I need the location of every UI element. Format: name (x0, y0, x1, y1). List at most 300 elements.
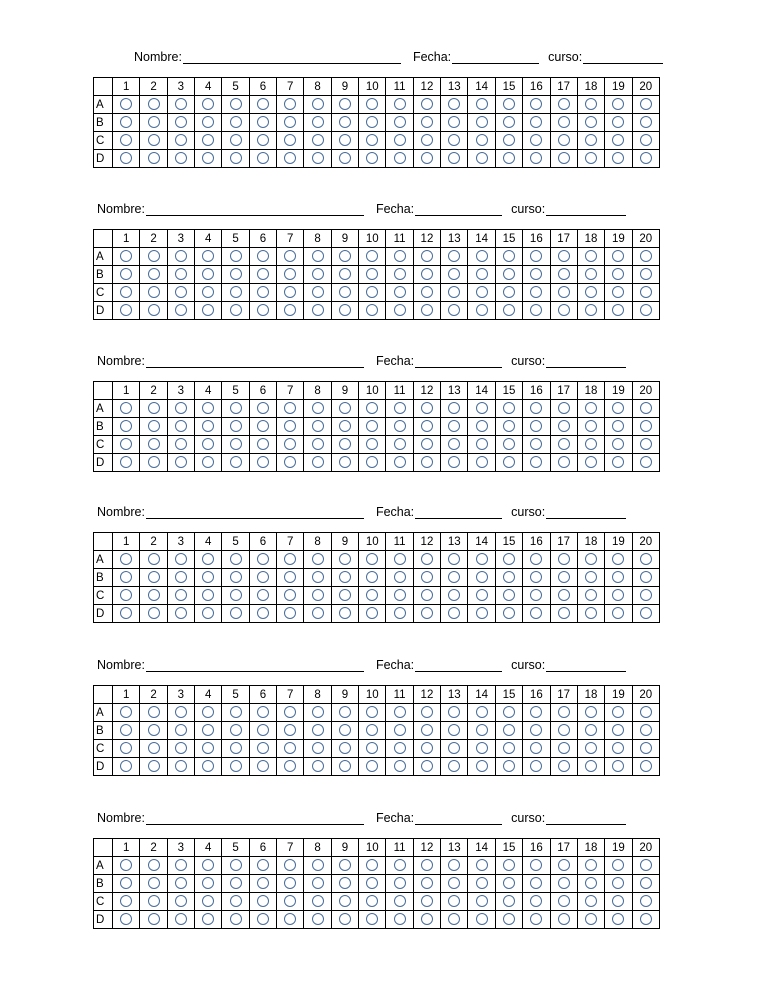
answer-bubble-icon[interactable] (120, 760, 132, 772)
answer-bubble-icon[interactable] (394, 724, 406, 736)
answer-bubble-icon[interactable] (585, 724, 597, 736)
answer-bubble-icon[interactable] (284, 913, 296, 925)
answer-bubble-icon[interactable] (585, 152, 597, 164)
answer-bubble-icon[interactable] (366, 760, 378, 772)
answer-bubble-icon[interactable] (394, 859, 406, 871)
answer-bubble-icon[interactable] (284, 402, 296, 414)
curso-blank[interactable] (546, 506, 626, 519)
answer-bubble-icon[interactable] (175, 420, 187, 432)
answer-bubble-icon[interactable] (640, 706, 652, 718)
answer-bubble-icon[interactable] (120, 895, 132, 907)
answer-bubble-icon[interactable] (120, 724, 132, 736)
answer-bubble-icon[interactable] (284, 420, 296, 432)
answer-bubble-icon[interactable] (284, 134, 296, 146)
nombre-blank[interactable] (146, 812, 364, 825)
answer-bubble-icon[interactable] (284, 268, 296, 280)
answer-bubble-icon[interactable] (120, 152, 132, 164)
answer-bubble-icon[interactable] (284, 859, 296, 871)
answer-bubble-icon[interactable] (448, 553, 460, 565)
answer-bubble-icon[interactable] (503, 116, 515, 128)
answer-bubble-icon[interactable] (175, 760, 187, 772)
answer-bubble-icon[interactable] (585, 116, 597, 128)
answer-bubble-icon[interactable] (503, 571, 515, 583)
answer-bubble-icon[interactable] (476, 706, 488, 718)
answer-bubble-icon[interactable] (503, 760, 515, 772)
answer-bubble-icon[interactable] (476, 438, 488, 450)
answer-bubble-icon[interactable] (612, 742, 624, 754)
answer-bubble-icon[interactable] (612, 571, 624, 583)
answer-bubble-icon[interactable] (421, 286, 433, 298)
answer-bubble-icon[interactable] (284, 152, 296, 164)
answer-bubble-icon[interactable] (312, 304, 324, 316)
answer-bubble-icon[interactable] (530, 589, 542, 601)
answer-bubble-icon[interactable] (448, 304, 460, 316)
answer-bubble-icon[interactable] (640, 895, 652, 907)
answer-bubble-icon[interactable] (366, 553, 378, 565)
answer-bubble-icon[interactable] (312, 760, 324, 772)
answer-bubble-icon[interactable] (503, 742, 515, 754)
answer-bubble-icon[interactable] (148, 724, 160, 736)
answer-bubble-icon[interactable] (394, 402, 406, 414)
answer-bubble-icon[interactable] (339, 116, 351, 128)
answer-bubble-icon[interactable] (148, 152, 160, 164)
answer-bubble-icon[interactable] (230, 877, 242, 889)
answer-bubble-icon[interactable] (257, 877, 269, 889)
answer-bubble-icon[interactable] (120, 268, 132, 280)
answer-bubble-icon[interactable] (503, 877, 515, 889)
answer-bubble-icon[interactable] (640, 607, 652, 619)
answer-bubble-icon[interactable] (421, 134, 433, 146)
answer-bubble-icon[interactable] (148, 706, 160, 718)
answer-bubble-icon[interactable] (366, 402, 378, 414)
answer-bubble-icon[interactable] (202, 402, 214, 414)
answer-bubble-icon[interactable] (339, 456, 351, 468)
answer-bubble-icon[interactable] (585, 913, 597, 925)
answer-bubble-icon[interactable] (421, 250, 433, 262)
answer-bubble-icon[interactable] (284, 571, 296, 583)
answer-bubble-icon[interactable] (284, 304, 296, 316)
answer-bubble-icon[interactable] (284, 553, 296, 565)
answer-bubble-icon[interactable] (230, 895, 242, 907)
answer-bubble-icon[interactable] (530, 607, 542, 619)
answer-bubble-icon[interactable] (366, 877, 378, 889)
answer-bubble-icon[interactable] (503, 589, 515, 601)
answer-bubble-icon[interactable] (120, 304, 132, 316)
answer-bubble-icon[interactable] (230, 402, 242, 414)
answer-bubble-icon[interactable] (394, 304, 406, 316)
answer-bubble-icon[interactable] (366, 589, 378, 601)
answer-bubble-icon[interactable] (175, 913, 187, 925)
answer-bubble-icon[interactable] (230, 134, 242, 146)
answer-bubble-icon[interactable] (148, 553, 160, 565)
answer-bubble-icon[interactable] (640, 553, 652, 565)
answer-bubble-icon[interactable] (175, 456, 187, 468)
answer-bubble-icon[interactable] (585, 571, 597, 583)
answer-bubble-icon[interactable] (284, 250, 296, 262)
answer-bubble-icon[interactable] (612, 250, 624, 262)
answer-bubble-icon[interactable] (503, 420, 515, 432)
answer-bubble-icon[interactable] (530, 116, 542, 128)
answer-bubble-icon[interactable] (530, 134, 542, 146)
answer-bubble-icon[interactable] (148, 116, 160, 128)
answer-bubble-icon[interactable] (257, 250, 269, 262)
answer-bubble-icon[interactable] (585, 742, 597, 754)
answer-bubble-icon[interactable] (558, 706, 570, 718)
answer-bubble-icon[interactable] (612, 706, 624, 718)
answer-bubble-icon[interactable] (394, 877, 406, 889)
answer-bubble-icon[interactable] (421, 877, 433, 889)
answer-bubble-icon[interactable] (120, 553, 132, 565)
answer-bubble-icon[interactable] (339, 706, 351, 718)
answer-bubble-icon[interactable] (476, 134, 488, 146)
answer-bubble-icon[interactable] (175, 589, 187, 601)
answer-bubble-icon[interactable] (148, 286, 160, 298)
answer-bubble-icon[interactable] (448, 98, 460, 110)
answer-bubble-icon[interactable] (421, 116, 433, 128)
answer-bubble-icon[interactable] (640, 571, 652, 583)
answer-bubble-icon[interactable] (640, 98, 652, 110)
answer-bubble-icon[interactable] (558, 98, 570, 110)
answer-bubble-icon[interactable] (448, 152, 460, 164)
answer-bubble-icon[interactable] (312, 438, 324, 450)
answer-bubble-icon[interactable] (585, 760, 597, 772)
answer-bubble-icon[interactable] (476, 116, 488, 128)
answer-bubble-icon[interactable] (448, 250, 460, 262)
answer-bubble-icon[interactable] (448, 402, 460, 414)
answer-bubble-icon[interactable] (585, 553, 597, 565)
answer-bubble-icon[interactable] (202, 420, 214, 432)
answer-bubble-icon[interactable] (585, 402, 597, 414)
answer-bubble-icon[interactable] (585, 438, 597, 450)
answer-bubble-icon[interactable] (585, 706, 597, 718)
answer-bubble-icon[interactable] (612, 438, 624, 450)
answer-bubble-icon[interactable] (503, 134, 515, 146)
answer-bubble-icon[interactable] (558, 134, 570, 146)
answer-bubble-icon[interactable] (558, 438, 570, 450)
answer-bubble-icon[interactable] (421, 304, 433, 316)
fecha-blank[interactable] (415, 203, 502, 216)
answer-bubble-icon[interactable] (503, 859, 515, 871)
answer-bubble-icon[interactable] (284, 607, 296, 619)
answer-bubble-icon[interactable] (120, 859, 132, 871)
answer-bubble-icon[interactable] (148, 438, 160, 450)
answer-bubble-icon[interactable] (312, 859, 324, 871)
answer-bubble-icon[interactable] (175, 152, 187, 164)
answer-bubble-icon[interactable] (230, 760, 242, 772)
answer-bubble-icon[interactable] (120, 706, 132, 718)
answer-bubble-icon[interactable] (175, 607, 187, 619)
answer-bubble-icon[interactable] (640, 877, 652, 889)
answer-bubble-icon[interactable] (640, 913, 652, 925)
answer-bubble-icon[interactable] (230, 456, 242, 468)
answer-bubble-icon[interactable] (394, 250, 406, 262)
answer-bubble-icon[interactable] (421, 571, 433, 583)
answer-bubble-icon[interactable] (530, 250, 542, 262)
answer-bubble-icon[interactable] (530, 724, 542, 736)
nombre-blank[interactable] (146, 659, 364, 672)
answer-bubble-icon[interactable] (366, 706, 378, 718)
answer-bubble-icon[interactable] (120, 877, 132, 889)
curso-blank[interactable] (583, 51, 663, 64)
answer-bubble-icon[interactable] (476, 250, 488, 262)
answer-bubble-icon[interactable] (476, 98, 488, 110)
answer-bubble-icon[interactable] (585, 895, 597, 907)
answer-bubble-icon[interactable] (503, 98, 515, 110)
answer-bubble-icon[interactable] (312, 913, 324, 925)
answer-bubble-icon[interactable] (257, 456, 269, 468)
answer-bubble-icon[interactable] (448, 724, 460, 736)
answer-bubble-icon[interactable] (202, 760, 214, 772)
answer-bubble-icon[interactable] (202, 706, 214, 718)
answer-bubble-icon[interactable] (257, 553, 269, 565)
answer-bubble-icon[interactable] (339, 607, 351, 619)
answer-bubble-icon[interactable] (312, 607, 324, 619)
answer-bubble-icon[interactable] (558, 420, 570, 432)
answer-bubble-icon[interactable] (148, 304, 160, 316)
answer-bubble-icon[interactable] (120, 134, 132, 146)
answer-bubble-icon[interactable] (530, 706, 542, 718)
answer-bubble-icon[interactable] (394, 913, 406, 925)
answer-bubble-icon[interactable] (585, 877, 597, 889)
answer-bubble-icon[interactable] (312, 571, 324, 583)
answer-bubble-icon[interactable] (503, 456, 515, 468)
answer-bubble-icon[interactable] (312, 268, 324, 280)
answer-bubble-icon[interactable] (640, 152, 652, 164)
answer-bubble-icon[interactable] (120, 402, 132, 414)
answer-bubble-icon[interactable] (558, 268, 570, 280)
answer-bubble-icon[interactable] (230, 913, 242, 925)
answer-bubble-icon[interactable] (640, 402, 652, 414)
answer-bubble-icon[interactable] (257, 134, 269, 146)
answer-bubble-icon[interactable] (366, 134, 378, 146)
answer-bubble-icon[interactable] (421, 553, 433, 565)
answer-bubble-icon[interactable] (230, 268, 242, 280)
answer-bubble-icon[interactable] (230, 98, 242, 110)
answer-bubble-icon[interactable] (530, 456, 542, 468)
answer-bubble-icon[interactable] (448, 286, 460, 298)
answer-bubble-icon[interactable] (148, 268, 160, 280)
answer-bubble-icon[interactable] (312, 742, 324, 754)
answer-bubble-icon[interactable] (120, 286, 132, 298)
answer-bubble-icon[interactable] (120, 438, 132, 450)
answer-bubble-icon[interactable] (175, 877, 187, 889)
answer-bubble-icon[interactable] (202, 589, 214, 601)
nombre-blank[interactable] (146, 506, 364, 519)
answer-bubble-icon[interactable] (448, 456, 460, 468)
answer-bubble-icon[interactable] (558, 571, 570, 583)
answer-bubble-icon[interactable] (202, 286, 214, 298)
answer-bubble-icon[interactable] (202, 438, 214, 450)
answer-bubble-icon[interactable] (175, 250, 187, 262)
answer-bubble-icon[interactable] (421, 724, 433, 736)
answer-bubble-icon[interactable] (640, 304, 652, 316)
answer-bubble-icon[interactable] (421, 607, 433, 619)
answer-bubble-icon[interactable] (257, 304, 269, 316)
answer-bubble-icon[interactable] (585, 286, 597, 298)
answer-bubble-icon[interactable] (612, 895, 624, 907)
answer-bubble-icon[interactable] (257, 724, 269, 736)
answer-bubble-icon[interactable] (421, 438, 433, 450)
answer-bubble-icon[interactable] (476, 724, 488, 736)
answer-bubble-icon[interactable] (366, 859, 378, 871)
answer-bubble-icon[interactable] (312, 724, 324, 736)
answer-bubble-icon[interactable] (394, 438, 406, 450)
answer-bubble-icon[interactable] (230, 420, 242, 432)
answer-bubble-icon[interactable] (312, 116, 324, 128)
answer-bubble-icon[interactable] (339, 760, 351, 772)
answer-bubble-icon[interactable] (120, 571, 132, 583)
answer-bubble-icon[interactable] (612, 420, 624, 432)
answer-bubble-icon[interactable] (202, 607, 214, 619)
answer-bubble-icon[interactable] (585, 607, 597, 619)
answer-bubble-icon[interactable] (175, 98, 187, 110)
answer-bubble-icon[interactable] (476, 456, 488, 468)
answer-bubble-icon[interactable] (175, 116, 187, 128)
answer-bubble-icon[interactable] (366, 742, 378, 754)
answer-bubble-icon[interactable] (284, 589, 296, 601)
answer-bubble-icon[interactable] (339, 420, 351, 432)
answer-bubble-icon[interactable] (476, 304, 488, 316)
answer-bubble-icon[interactable] (202, 456, 214, 468)
curso-blank[interactable] (546, 203, 626, 216)
answer-bubble-icon[interactable] (612, 304, 624, 316)
answer-bubble-icon[interactable] (530, 877, 542, 889)
answer-bubble-icon[interactable] (257, 438, 269, 450)
answer-bubble-icon[interactable] (284, 98, 296, 110)
answer-bubble-icon[interactable] (339, 742, 351, 754)
answer-bubble-icon[interactable] (421, 913, 433, 925)
answer-bubble-icon[interactable] (421, 402, 433, 414)
answer-bubble-icon[interactable] (476, 152, 488, 164)
answer-bubble-icon[interactable] (175, 304, 187, 316)
answer-bubble-icon[interactable] (421, 420, 433, 432)
answer-bubble-icon[interactable] (448, 116, 460, 128)
answer-bubble-icon[interactable] (230, 286, 242, 298)
answer-bubble-icon[interactable] (257, 913, 269, 925)
answer-bubble-icon[interactable] (585, 589, 597, 601)
answer-bubble-icon[interactable] (530, 742, 542, 754)
answer-bubble-icon[interactable] (503, 268, 515, 280)
answer-bubble-icon[interactable] (230, 607, 242, 619)
answer-bubble-icon[interactable] (640, 724, 652, 736)
answer-bubble-icon[interactable] (230, 742, 242, 754)
answer-bubble-icon[interactable] (202, 877, 214, 889)
answer-bubble-icon[interactable] (558, 877, 570, 889)
answer-bubble-icon[interactable] (503, 304, 515, 316)
answer-bubble-icon[interactable] (148, 420, 160, 432)
answer-bubble-icon[interactable] (640, 760, 652, 772)
answer-bubble-icon[interactable] (339, 134, 351, 146)
answer-bubble-icon[interactable] (120, 742, 132, 754)
answer-bubble-icon[interactable] (202, 152, 214, 164)
nombre-blank[interactable] (183, 51, 401, 64)
answer-bubble-icon[interactable] (421, 589, 433, 601)
answer-bubble-icon[interactable] (394, 456, 406, 468)
answer-bubble-icon[interactable] (257, 420, 269, 432)
answer-bubble-icon[interactable] (230, 859, 242, 871)
fecha-blank[interactable] (415, 659, 502, 672)
answer-bubble-icon[interactable] (148, 134, 160, 146)
answer-bubble-icon[interactable] (530, 913, 542, 925)
answer-bubble-icon[interactable] (394, 268, 406, 280)
answer-bubble-icon[interactable] (257, 859, 269, 871)
answer-bubble-icon[interactable] (230, 724, 242, 736)
answer-bubble-icon[interactable] (284, 116, 296, 128)
answer-bubble-icon[interactable] (339, 571, 351, 583)
answer-bubble-icon[interactable] (503, 152, 515, 164)
answer-bubble-icon[interactable] (503, 438, 515, 450)
answer-bubble-icon[interactable] (476, 589, 488, 601)
answer-bubble-icon[interactable] (503, 286, 515, 298)
answer-bubble-icon[interactable] (476, 877, 488, 889)
answer-bubble-icon[interactable] (366, 438, 378, 450)
answer-bubble-icon[interactable] (366, 895, 378, 907)
answer-bubble-icon[interactable] (394, 760, 406, 772)
answer-bubble-icon[interactable] (148, 402, 160, 414)
answer-bubble-icon[interactable] (448, 877, 460, 889)
answer-bubble-icon[interactable] (421, 268, 433, 280)
answer-bubble-icon[interactable] (394, 116, 406, 128)
answer-bubble-icon[interactable] (202, 553, 214, 565)
answer-bubble-icon[interactable] (640, 420, 652, 432)
answer-bubble-icon[interactable] (339, 152, 351, 164)
answer-bubble-icon[interactable] (339, 724, 351, 736)
answer-bubble-icon[interactable] (148, 742, 160, 754)
answer-bubble-icon[interactable] (530, 438, 542, 450)
answer-bubble-icon[interactable] (530, 420, 542, 432)
answer-bubble-icon[interactable] (202, 134, 214, 146)
answer-bubble-icon[interactable] (530, 895, 542, 907)
answer-bubble-icon[interactable] (257, 571, 269, 583)
answer-bubble-icon[interactable] (339, 589, 351, 601)
answer-bubble-icon[interactable] (558, 116, 570, 128)
answer-bubble-icon[interactable] (339, 268, 351, 280)
answer-bubble-icon[interactable] (366, 571, 378, 583)
answer-bubble-icon[interactable] (476, 286, 488, 298)
answer-bubble-icon[interactable] (558, 152, 570, 164)
answer-bubble-icon[interactable] (476, 268, 488, 280)
answer-bubble-icon[interactable] (284, 895, 296, 907)
answer-bubble-icon[interactable] (230, 438, 242, 450)
answer-bubble-icon[interactable] (175, 724, 187, 736)
answer-bubble-icon[interactable] (175, 402, 187, 414)
answer-bubble-icon[interactable] (284, 724, 296, 736)
answer-bubble-icon[interactable] (284, 742, 296, 754)
answer-bubble-icon[interactable] (476, 859, 488, 871)
answer-bubble-icon[interactable] (284, 706, 296, 718)
answer-bubble-icon[interactable] (339, 98, 351, 110)
answer-bubble-icon[interactable] (394, 742, 406, 754)
answer-bubble-icon[interactable] (202, 913, 214, 925)
answer-bubble-icon[interactable] (339, 553, 351, 565)
answer-bubble-icon[interactable] (257, 895, 269, 907)
fecha-blank[interactable] (452, 51, 539, 64)
answer-bubble-icon[interactable] (640, 134, 652, 146)
answer-bubble-icon[interactable] (421, 859, 433, 871)
answer-bubble-icon[interactable] (558, 724, 570, 736)
answer-bubble-icon[interactable] (585, 859, 597, 871)
answer-bubble-icon[interactable] (175, 134, 187, 146)
answer-bubble-icon[interactable] (339, 877, 351, 889)
answer-bubble-icon[interactable] (366, 304, 378, 316)
answer-bubble-icon[interactable] (312, 402, 324, 414)
answer-bubble-icon[interactable] (558, 760, 570, 772)
answer-bubble-icon[interactable] (120, 250, 132, 262)
answer-bubble-icon[interactable] (202, 859, 214, 871)
answer-bubble-icon[interactable] (640, 116, 652, 128)
answer-bubble-icon[interactable] (366, 98, 378, 110)
answer-bubble-icon[interactable] (530, 859, 542, 871)
